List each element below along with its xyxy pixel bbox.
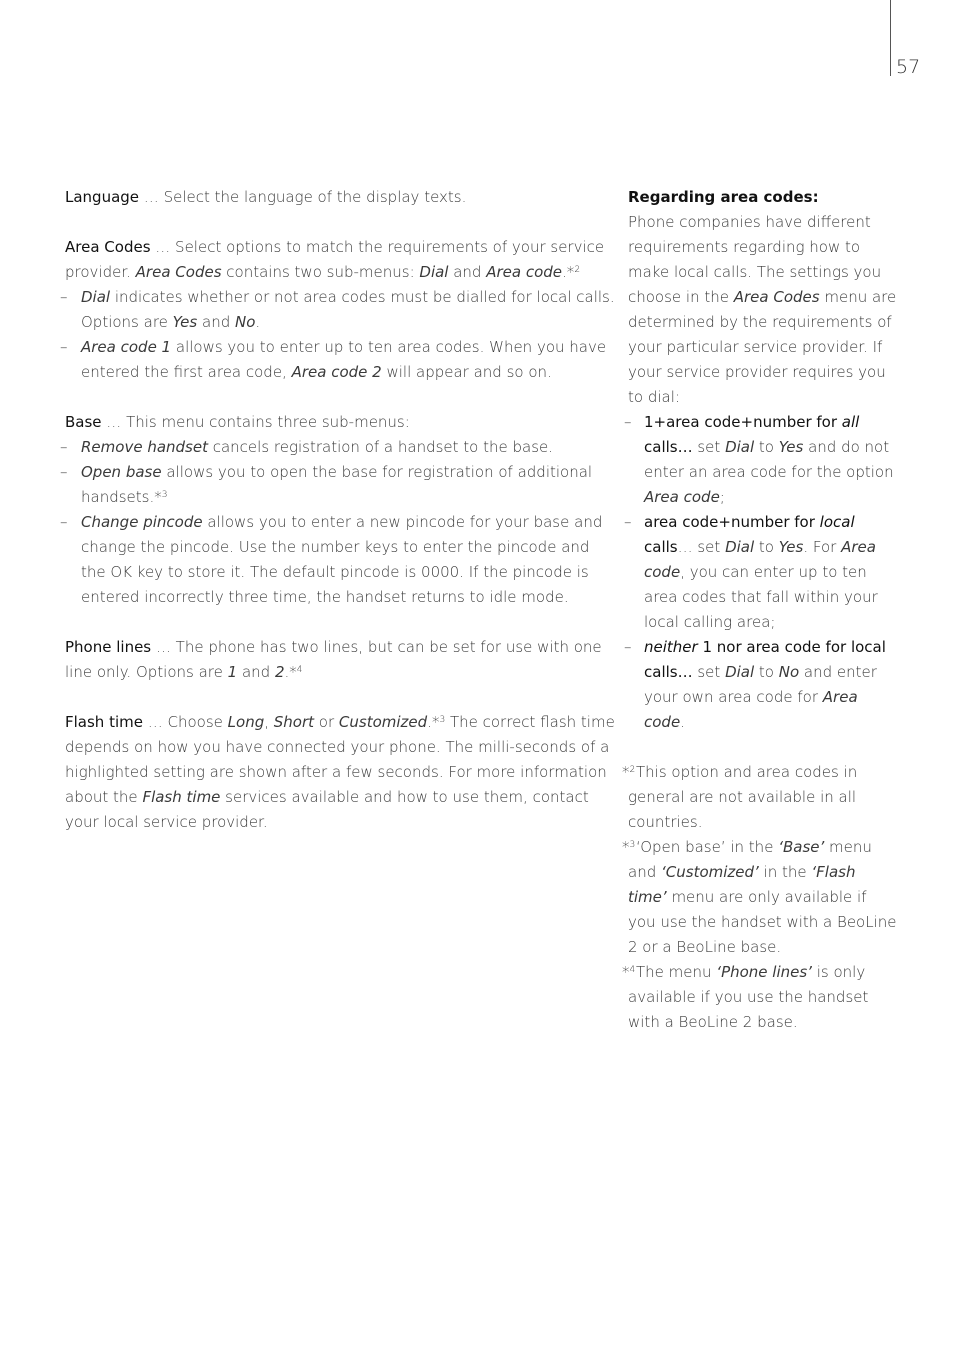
footnote: *$^2$ This option and area codes in general are not available in all countries.: [622, 763, 858, 831]
language-entry: Language … Select the language of the display texts.: [65, 188, 467, 206]
flash-time-entry: Flash time … Choose Long, Short or Customized.*$^3$ The correct flash time depends on how you have connected your phone. The milli-seconds of a highlighted setting are shown after a few seconds. For more information about the Flash time services available and how to use them, contact your local service provider.: [65, 713, 615, 831]
base-entry: Base … This menu contains three sub-menus:: [65, 413, 410, 431]
list-item: – neither 1 nor area code for local calls… set Dial to No and enter your own area code for Area code.: [628, 635, 898, 735]
term-language: Language: [65, 188, 140, 206]
list-item: – Remove handset cancels registration of a handset to the base.: [65, 435, 615, 460]
term-area-codes: Area Codes: [65, 238, 151, 256]
list-item: – Change pincode allows you to enter a new pincode for your base and change the pincode. Use the number keys to enter the pincode and the OK key to store it. The default pincode is 0000. If the pincode is entered incorrectly three time, the handset returns to idle mode.: [65, 510, 615, 610]
phone-lines-entry: Phone lines … The phone has two lines, but can be set for use with one line only. Options are 1 and 2.*$^4$: [65, 638, 602, 681]
list-item: – Area code 1 allows you to enter up to ten area codes. When you have entered the first area code, Area code 2 will appear and so on.: [65, 335, 615, 385]
term-base: Base: [65, 413, 102, 431]
page-number: 57: [896, 56, 921, 78]
area-codes-entry: Area Codes … Select options to match the requirements of your service provider. Area Codes contains two sub-menus: Dial and Area code.*$^2$: [65, 238, 605, 281]
list-item: – Dial indicates whether or not area codes must be dialled for local calls. Options are Yes and No.: [65, 285, 615, 335]
term-phone-lines: Phone lines: [65, 638, 152, 656]
sidebar-heading: Regarding area codes:: [628, 188, 819, 206]
list-item: – Open base allows you to open the base for registration of additional handsets.*$^3$: [65, 460, 615, 510]
page-number-rule: [890, 0, 891, 76]
footnote: *$^4$ The menu ‘Phone lines’ is only available if you use the handset with a BeoLine 2 base.: [622, 963, 869, 1031]
main-column: [65, 185, 615, 835]
sidebar-column: [622, 185, 898, 1035]
sidebar-intro: Phone companies have different requirements regarding how to make local calls. The settings you choose in the Area Codes menu are determined by the requirements of your particular service provider. If your service provider requires you to dial:: [628, 213, 897, 406]
list-item: – 1+area code+number for all calls… set Dial to Yes and do not enter an area code for the option Area code;: [628, 410, 898, 510]
list-item: – area code+number for local calls… set Dial to Yes. For Area code, you can enter up to ten area codes that fall within your local calling area;: [628, 510, 898, 635]
footnote: *$^3$ ‘Open base’ in the ‘Base’ menu and ‘Customized’ in the ‘Flash time’ menu are only available if you use the handset with a BeoLine 2 or a BeoLine base.: [622, 838, 897, 956]
term-flash-time: Flash time: [65, 713, 143, 731]
